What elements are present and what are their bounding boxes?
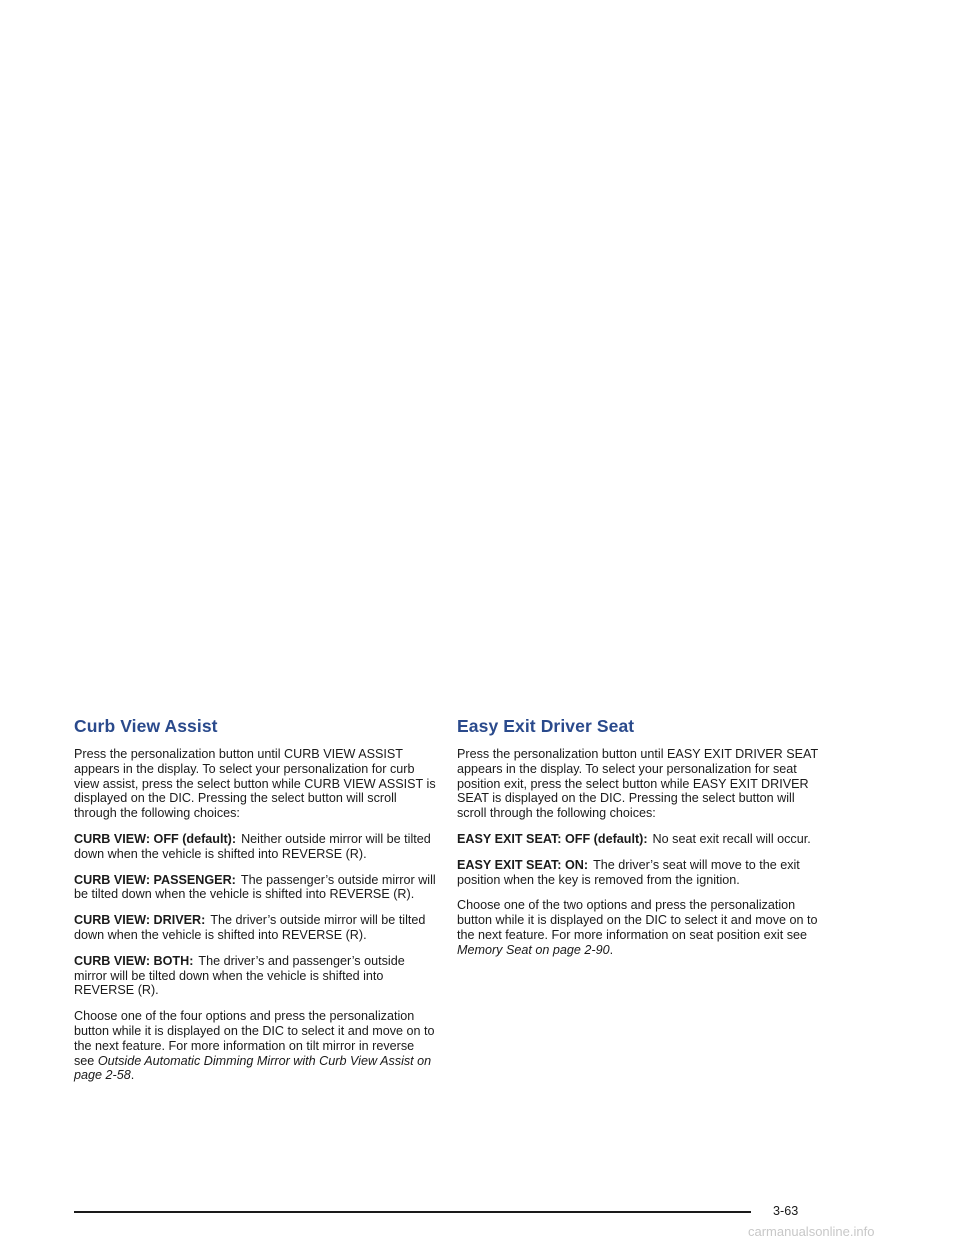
- option-paragraph: [457, 832, 819, 847]
- closing-text: Choose one of the four options and press the personalization button while it is displayed on the DIC to select it and move on to the next feature. For more information on tilt mirror in reverse see: [74, 1009, 435, 1068]
- option-text: The driver’s and passenger’s outside mirror will be tilted down when the vehicle is shifted into REVERSE (R).: [74, 953, 405, 998]
- option-paragraph: [74, 954, 436, 998]
- closing-paragraph: [457, 898, 819, 957]
- section-heading: Curb View Assist: [74, 716, 218, 736]
- option-text: The driver’s outside mirror will be tilted down when the vehicle is shifted into REVERSE (R).: [74, 913, 426, 942]
- option-term: CURB VIEW: BOTH:: [74, 953, 194, 968]
- option-text: The driver’s seat will move to the exit position when the key is removed from the ignition.: [457, 857, 800, 887]
- option-paragraph: [74, 873, 436, 903]
- watermark-text: carmanualsonline.info: [748, 1224, 875, 1239]
- option-text: No seat exit recall will occur.: [652, 831, 811, 846]
- option-term: CURB VIEW: OFF (default):: [74, 831, 237, 846]
- option-paragraph: [457, 858, 819, 888]
- curb-view-assist-section: [74, 716, 436, 1094]
- section-heading: Easy Exit Driver Seat: [457, 716, 635, 736]
- intro-paragraph: Press the personalization button until CURB VIEW ASSIST appears in the display. To select your personalization for curb view assist, press the select button while CURB VIEW ASSIST is displayed on the DIC. Pressing the select button will scroll through the following choices:: [74, 747, 436, 821]
- page-number: 3-63: [773, 1204, 799, 1218]
- cross-reference-link[interactable]: Outside Automatic Dimming Mirror with Curb View Assist on page 2-58: [74, 1053, 432, 1083]
- closing-text: Choose one of the two options and press the personalization button while it is displayed on the DIC to select it and move on to the next feature. For more information on seat position exit see: [457, 898, 818, 942]
- intro-paragraph: Press the personalization button until EASY EXIT DRIVER SEAT appears in the display. To select your personalization for seat position exit, press the select button while EASY EXIT DRIVER SEAT is displayed on the DIC. Pressing the select button will scroll through the following choices:: [457, 747, 818, 821]
- option-text: Neither outside mirror will be tilted down when the vehicle is shifted into REVERSE (R).: [74, 831, 431, 861]
- option-text: The passenger’s outside mirror will be tilted down when the vehicle is shifted into REVERSE (R).: [74, 872, 436, 902]
- option-paragraph: [74, 913, 436, 943]
- closing-end: .: [130, 1068, 135, 1083]
- footer-rule: [74, 1211, 751, 1213]
- option-term: EASY EXIT SEAT: OFF (default):: [457, 831, 648, 846]
- option-term: EASY EXIT SEAT: ON:: [457, 857, 589, 872]
- cross-reference-link[interactable]: Memory Seat on page 2-90: [457, 942, 610, 957]
- option-term: CURB VIEW: PASSENGER:: [74, 872, 236, 887]
- option-term: CURB VIEW: DRIVER:: [74, 913, 206, 928]
- easy-exit-driver-seat-section: [457, 716, 819, 969]
- option-paragraph: [74, 832, 436, 862]
- closing-paragraph: [74, 1009, 436, 1083]
- closing-end: .: [609, 942, 614, 957]
